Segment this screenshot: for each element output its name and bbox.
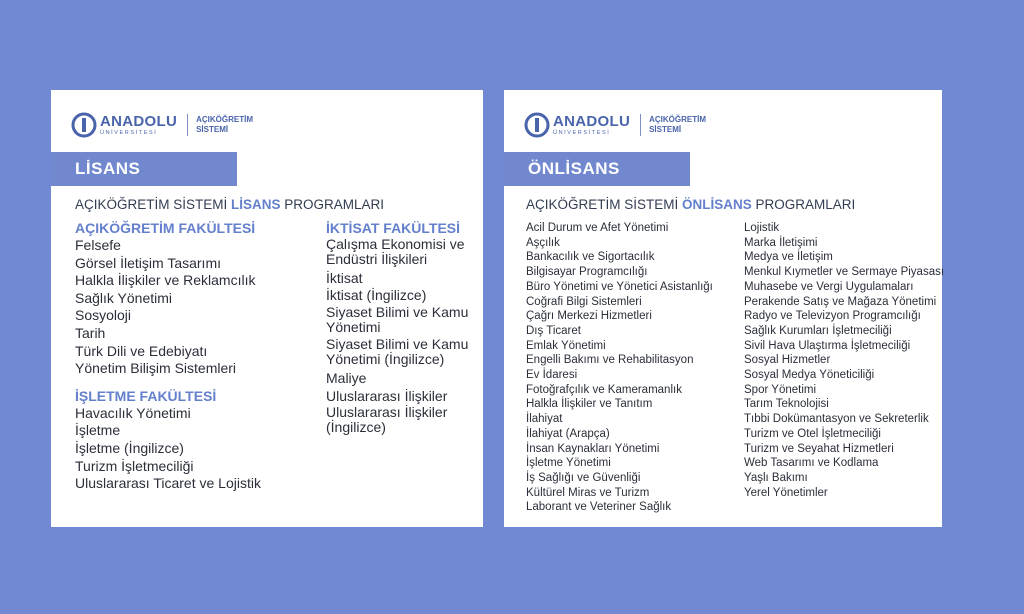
anadolu-logo-icon: [524, 112, 550, 138]
program-item: Felsefe: [75, 237, 121, 253]
program-item: Yerel Yönetimler: [744, 486, 828, 499]
program-item: Lojistik: [744, 222, 780, 234]
program-item: Emlak Yönetimi: [526, 339, 606, 352]
program-item: Kültürel Miras ve Turizm: [526, 486, 650, 499]
program-item: Halkla İlişkiler ve Tanıtım: [526, 398, 653, 411]
program-item: Yaşlı Bakımı: [744, 471, 808, 484]
program-item: İlahiyat (Arapça): [526, 427, 610, 440]
program-item: Sivil Hava Ulaştırma İşletmeciliği: [744, 339, 911, 352]
logo-side-line1: AÇIKÖĞRETİM: [649, 115, 706, 125]
program-item: Büro Yönetimi ve Yönetici Asistanlığı: [526, 280, 713, 293]
program-item: İktisat: [326, 269, 363, 286]
program-item: Tarih: [75, 324, 106, 341]
program-item: Bankacılık ve Sigortacılık: [526, 251, 655, 264]
lisans-column-right: [326, 220, 481, 438]
logo-main-text: ANADOLU: [100, 112, 178, 130]
program-item: Perakende Satış ve Mağaza Yönetimi: [744, 295, 937, 308]
faculty-heading-isletme: İŞLETME FAKÜLTESİ: [75, 387, 217, 404]
program-item: Türk Dili ve Edebiyatı: [75, 342, 208, 359]
program-item: Çağrı Merkezi Hizmetleri: [526, 310, 652, 323]
faculty-heading-iktisat: İKTİSAT FAKÜLTESİ: [326, 220, 461, 236]
program-item: Dış Ticaret: [526, 324, 581, 337]
program-item: Medya ve İletişim: [744, 251, 833, 264]
lisans-programs-title: AÇIKÖĞRETİM SİSTEMİ LİSANS PROGRAMLARI: [75, 197, 385, 212]
program-item: Marka İletişimi: [744, 236, 818, 249]
program-item: Bilgisayar Programcılığı: [526, 266, 648, 279]
logo-sub-text: ÜNİVERSİTESİ: [100, 129, 158, 136]
program-item: Uluslararası İlişkiler (İngilizce): [326, 404, 448, 436]
logo-side-line2: SİSTEMİ: [196, 125, 229, 134]
logo-side-line1: AÇIKÖĞRETİM: [196, 115, 253, 125]
onlisans-column-left: [526, 221, 713, 515]
anadolu-logo: [71, 112, 253, 138]
program-item: Sağlık Yönetimi: [75, 289, 173, 306]
program-item: Menkul Kıymetler ve Sermaye Piyasası: [744, 266, 945, 279]
program-item: Siyaset Bilimi ve Kamu Yönetimi (İngilizce): [326, 336, 469, 368]
program-item: Uluslararası İlişkiler: [326, 387, 448, 404]
program-item: Havacılık Yönetimi: [75, 404, 191, 421]
program-item: Halkla İlişkiler ve Reklamcılık: [75, 272, 256, 289]
program-item: Tıbbi Dokümantasyon ve Sekreterlik: [744, 413, 929, 426]
logo-divider: [187, 114, 188, 136]
anadolu-logo: [524, 112, 706, 138]
program-item: Engelli Bakımı ve Rehabilitasyon: [526, 354, 694, 367]
program-item: Görsel İletişim Tasarımı: [75, 254, 221, 271]
logo-main-text: ANADOLU: [553, 112, 631, 130]
program-item: Laborant ve Veteriner Sağlık: [526, 501, 672, 514]
lisans-card: [51, 90, 483, 527]
program-item: Sağlık Kurumları İşletmeciliği: [744, 324, 892, 337]
program-item: Uluslararası Ticaret ve Lojistik: [75, 475, 261, 492]
program-item: İşletme (İngilizce): [75, 439, 184, 456]
logo-sub-text: ÜNİVERSİTESİ: [553, 129, 611, 136]
program-item: Çalışma Ekonomisi ve Endüstri İlişkileri: [326, 236, 465, 267]
onlisans-banner: ÖNLİSANS: [504, 152, 690, 186]
program-item: İşletme: [75, 422, 121, 439]
program-item: Sosyoloji: [75, 307, 132, 324]
program-item: İlahiyat: [526, 413, 563, 426]
program-item: Aşçılık: [526, 236, 560, 249]
lisans-banner: LİSANS: [51, 152, 237, 186]
program-item: Coğrafi Bilgi Sistemleri: [526, 295, 642, 308]
program-item: Turizm ve Otel İşletmeciliği: [744, 427, 881, 440]
program-item: İktisat (İngilizce): [326, 287, 427, 304]
onlisans-card: [504, 90, 945, 527]
program-item: Tarım Teknolojisi: [744, 398, 829, 411]
program-item: Web Tasarımı ve Kodlama: [744, 457, 879, 470]
program-item: Acil Durum ve Afet Yönetimi: [526, 222, 669, 234]
program-item: Maliye: [326, 369, 367, 386]
program-item: Turizm ve Seyahat Hizmetleri: [744, 442, 894, 455]
program-item: İş Sağlığı ve Güvenliği: [526, 471, 641, 484]
program-item: Sosyal Hizmetler: [744, 354, 831, 367]
logo-divider: [640, 114, 641, 136]
logo-side-line2: SİSTEMİ: [649, 125, 682, 134]
program-item: Turizm İşletmeciliği: [75, 457, 194, 474]
program-item: Ev İdaresi: [526, 369, 578, 382]
lisans-column-left: [75, 220, 305, 493]
onlisans-column-right: [744, 221, 944, 500]
program-item: Muhasebe ve Vergi Uygulamaları: [744, 280, 914, 293]
program-item: Radyo ve Televizyon Programcılığı: [744, 310, 921, 323]
program-item: İnsan Kaynakları Yönetimi: [526, 442, 660, 455]
onlisans-programs-title: AÇIKÖĞRETİM SİSTEMİ ÖNLİSANS PROGRAMLARI: [526, 197, 856, 212]
program-item: Sosyal Medya Yöneticiliği: [744, 369, 875, 382]
program-item: İşletme Yönetimi: [526, 457, 611, 470]
program-item: Siyaset Bilimi ve Kamu Yönetimi: [326, 303, 469, 335]
anadolu-logo-icon: [71, 112, 97, 138]
program-item: Yönetim Bilişim Sistemleri: [75, 360, 237, 377]
program-item: Spor Yönetimi: [744, 383, 817, 396]
faculty-heading-acikogretim: AÇIKÖĞRETİM FAKÜLTESİ: [75, 220, 256, 236]
program-item: Fotoğrafçılık ve Kameramanlık: [526, 383, 682, 396]
